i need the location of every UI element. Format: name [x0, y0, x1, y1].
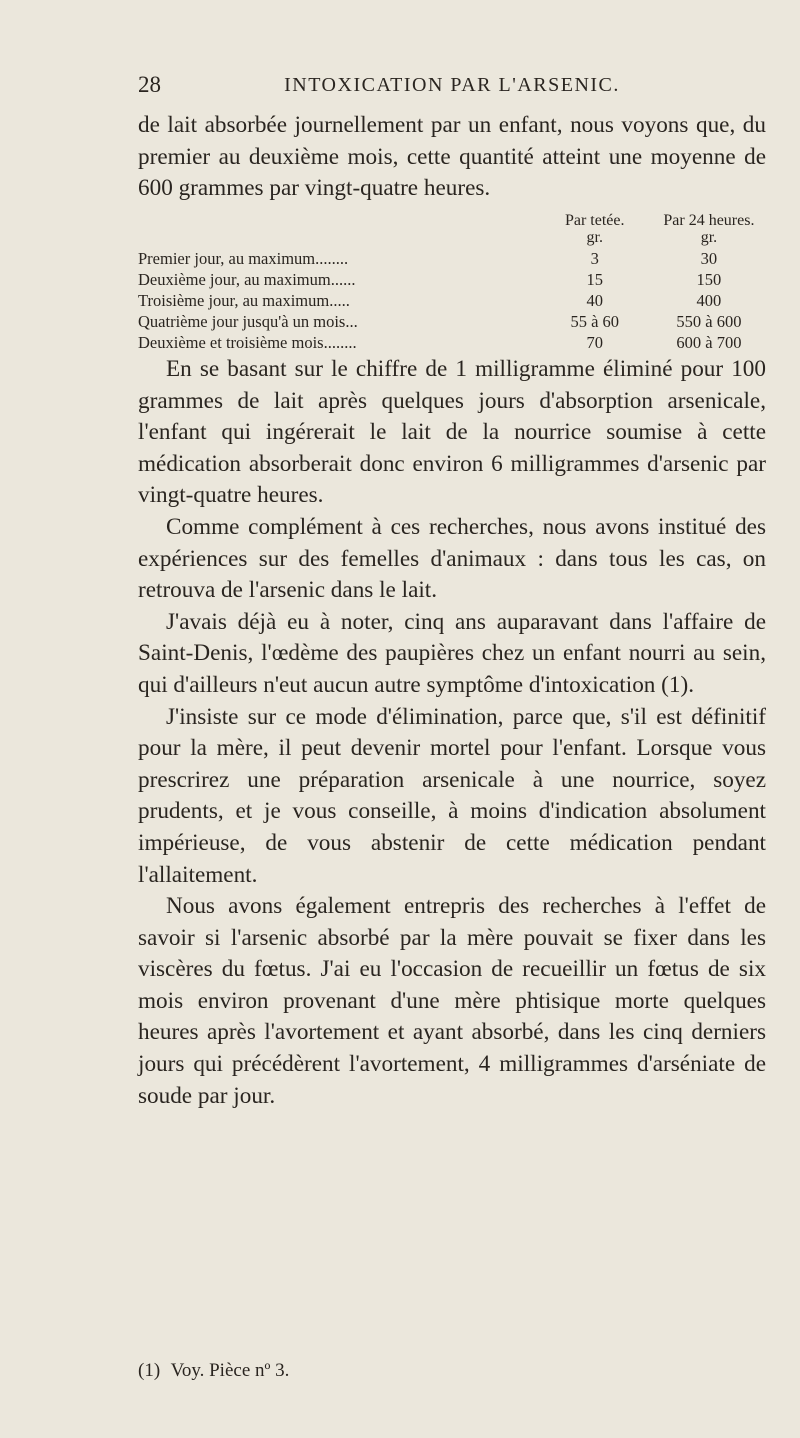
row-per-feeding: 40: [586, 291, 603, 310]
paragraph: J'avais déjà eu à noter, cinq ans auparavant dans l'affaire de Saint-Denis, l'œdème des paupières chez un enfant nourri au sein, qui d'ailleurs n'eut aucun autre symptôme d'intoxication (1).: [138, 608, 766, 698]
header-per-feeding: Par tetée.: [564, 212, 625, 229]
row-per-feeding: 15: [586, 270, 603, 289]
row-per-feeding: 70: [586, 333, 603, 352]
header-per-24h: Par 24 heures.: [663, 212, 755, 229]
row-per-24h: 550 à 600: [676, 312, 742, 331]
row-per-24h: 600 à 700: [676, 333, 742, 352]
row-per-24h: 150: [696, 270, 722, 289]
row-per-feeding: 55 à 60: [570, 312, 620, 331]
footnote-text: Voy. Pièce nº 3.: [170, 1360, 290, 1381]
paragraph: Nous avons également entrepris des recherches à l'effet de savoir si l'arsenic absorbé par la mère pouvait se fixer dans les viscères du fœtus. J'ai eu l'occasion de recueillir un fœtus de six mois environ provenant d'une mère phtisique morte quelques heures après l'avortement et ayant absorbé, dans les cinq derniers jours qui précédèrent l'avortement, 4 milligrammes d'arséniate de soude par jour.: [138, 893, 766, 1109]
table-row: [138, 290, 766, 311]
body-text: [138, 354, 766, 1112]
paragraph: En se basant sur le chiffre de 1 milligramme éliminé pour 100 grammes de lait après quelques jours d'absorption arsenicale, l'enfant qui ingérerait le lait de la nourrice soumise à cette médication absorberait donc environ 6 milligrammes d'arsenic par vingt-quatre heures.: [138, 356, 766, 509]
row-label: Troisième jour, au maximum.....: [138, 291, 350, 310]
row-per-24h: 30: [700, 249, 718, 268]
row-label: Premier jour, au maximum........: [138, 249, 349, 268]
footnote: [138, 1360, 289, 1382]
row-label: Quatrième jour jusqu'à un mois...: [138, 312, 358, 331]
intro-paragraph: [138, 110, 766, 205]
row-label: Deuxième jour, au maximum......: [138, 270, 356, 289]
unit-per-24h: gr.: [700, 229, 718, 246]
table-units: [138, 227, 766, 248]
page-header: [138, 72, 766, 102]
intro-text: de lait absorbée journellement par un enfant, nous voyons que, du premier au deuxième mois, cette quantité atteint une moyenne de 600 grammes par vingt-quatre heures.: [138, 112, 766, 202]
milk-quantity-table: [138, 210, 766, 353]
footnote-mark: (1): [138, 1360, 161, 1381]
table-row: [138, 332, 766, 353]
running-title: INTOXICATION PAR L'ARSENIC.: [284, 74, 620, 96]
table-row: [138, 269, 766, 290]
paragraph: Comme complément à ces recherches, nous avons institué des expériences sur des femelles d'animaux : dans tous les cas, on retrouva de l'arsenic dans le lait.: [138, 513, 766, 604]
row-per-feeding: 3: [590, 249, 599, 268]
row-label: Deuxième et troisième mois........: [138, 333, 357, 352]
table-row: [138, 311, 766, 332]
row-per-24h: 400: [696, 291, 722, 310]
paragraph: J'insiste sur ce mode d'élimination, parce que, s'il est définitif pour la mère, il peut devenir mortel pour l'enfant. Lorsque vous prescrirez une préparation arsenicale à une nourrice, soyez prudents, et je vous conseille, à moins d'indication absolument impérieuse, de vous abstenir de cette médication pendant l'allaitement.: [138, 703, 766, 888]
table-row: [138, 248, 766, 269]
page-number: 28: [138, 72, 161, 97]
unit-per-feeding: gr.: [586, 229, 603, 246]
